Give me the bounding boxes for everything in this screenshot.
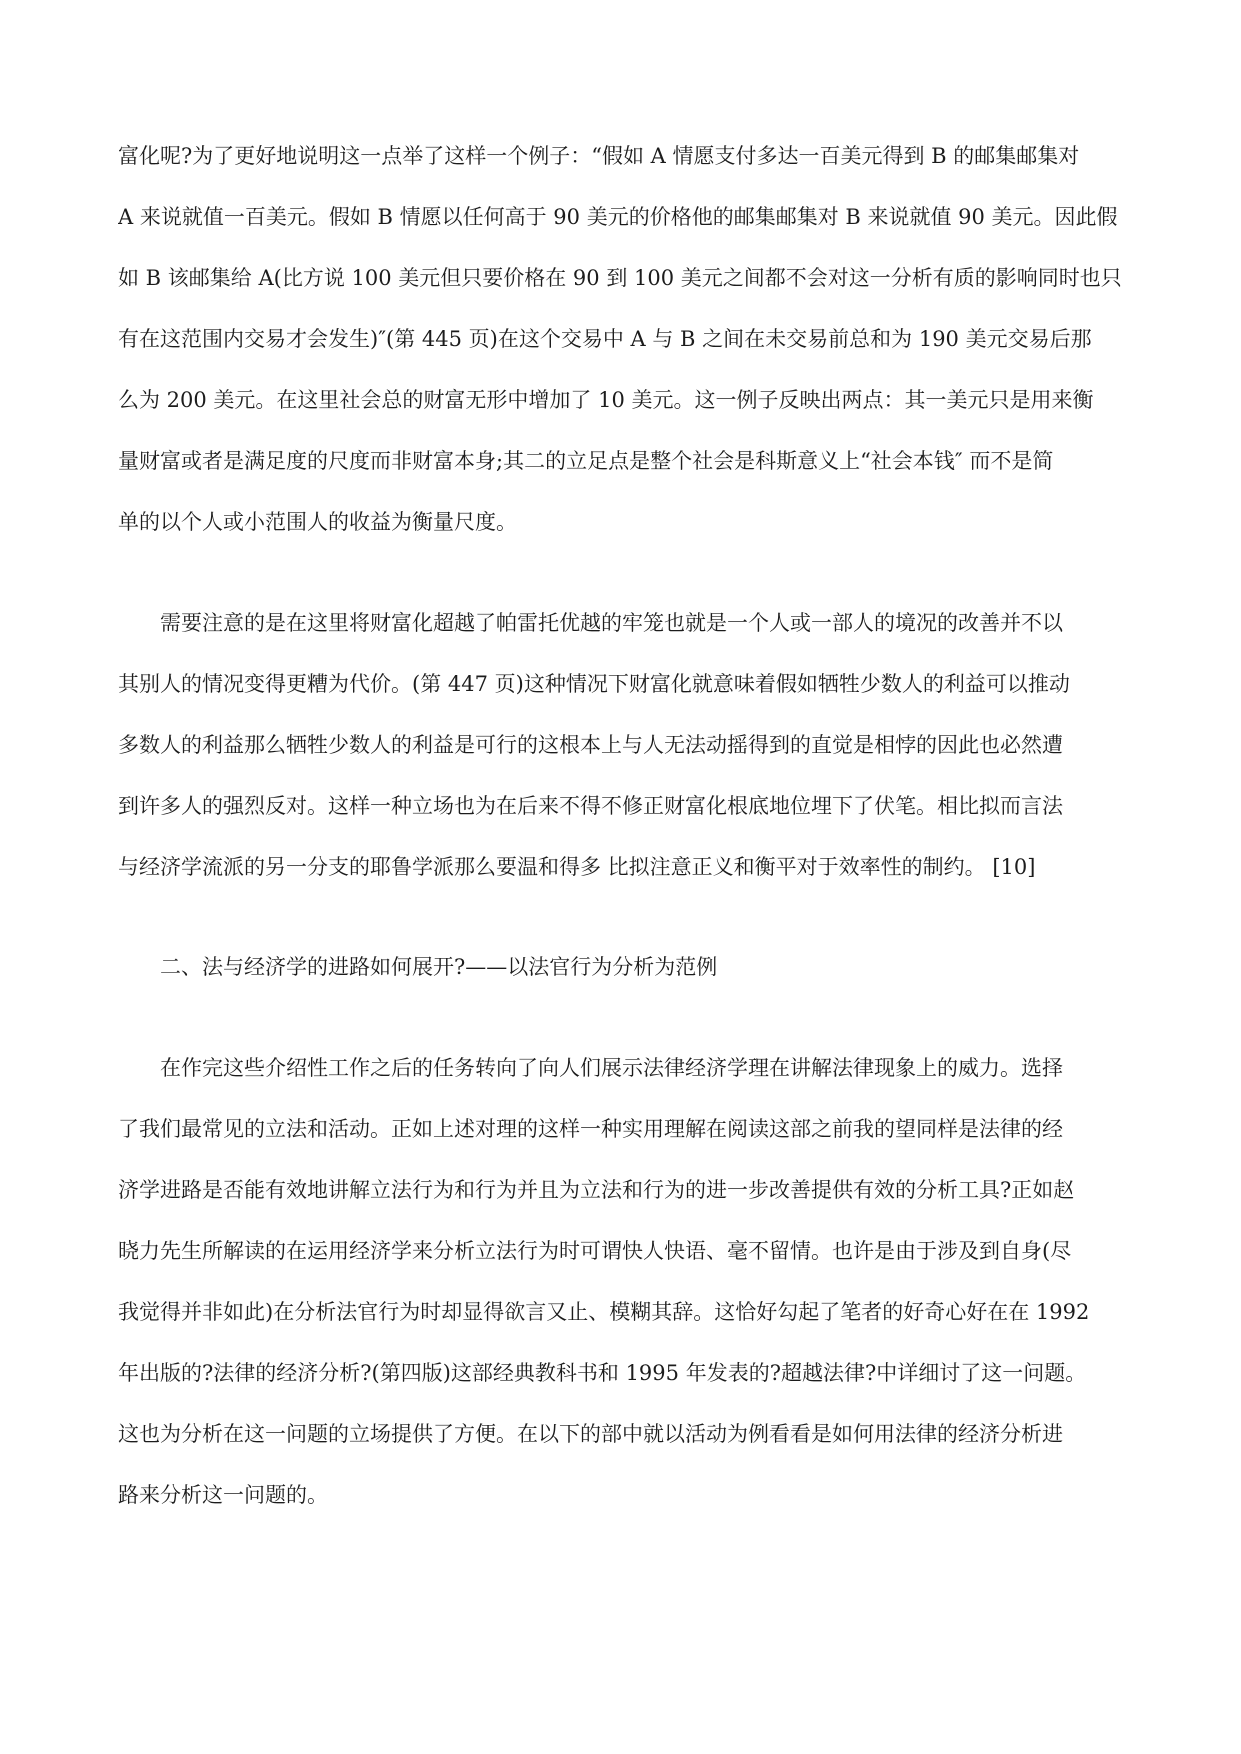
paragraph-wealth-example — [118, 126, 1128, 553]
text-line: 富化呢?为了更好地说明这一点举了这样一个例子：“假如 A 情愿支付多达一百美元得到 B 的邮集邮集对 — [118, 144, 1080, 168]
text-line: 么为 200 美元。在这里社会总的财富无形中增加了 10 美元。这一例子反映出两点：其一美元只是用来衡 — [118, 388, 1094, 412]
text-line: 晓力先生所解读的在运用经济学来分析立法行为时可谓快人快语、毫不留情。也许是由于涉及到自身(尽 — [118, 1239, 1072, 1263]
text-line: 其别人的情况变得更糟为代价。(第 447 页)这种情况下财富化就意味着假如牺牲少数人的利益可以推动 — [118, 672, 1070, 696]
text-line: 与经济学流派的另一分支的耶鲁学派那么要温和得多 比拟注意正义和衡平对于效率性的制约。 [10] — [118, 855, 1036, 879]
text-line: 这也为分析在这一问题的立场提供了方便。在以下的部中就以活动为例看看是如何用法律的经济分析进 — [118, 1422, 1063, 1446]
text-line: A 来说就值一百美元。假如 B 情愿以任何高于 90 美元的价格他的邮集邮集对 B 来说就值 90 美元。因此假 — [118, 205, 1118, 229]
text-line: 年出版的?法律的经济分析?(第四版)这部经典教科书和 1995 年发表的?超越法律?中详细讨了这一问题。 — [118, 1361, 1087, 1385]
text-line: 在作完这些介绍性工作之后的任务转向了向人们展示法律经济学理在讲解法律现象上的威力。选择 — [160, 1056, 1063, 1080]
text-line: 了我们最常见的立法和活动。正如上述对理的这样一种实用理解在阅读这部之前我的望同样是法律的经 — [118, 1117, 1063, 1141]
section-heading-text: 二、法与经济学的进路如何展开?——以法官行为分析为范例 — [160, 955, 718, 979]
text-line: 到许多人的强烈反对。这样一种立场也为在后来不得不修正财富化根底地位埋下了伏笔。相比拟而言法 — [118, 794, 1063, 818]
paragraph-judge-behavior — [118, 1038, 1128, 1526]
text-line: 单的以个人或小范围人的收益为衡量尺度。 — [118, 510, 517, 534]
text-line: 有在这范围内交易才会发生)″(第 445 页)在这个交易中 A 与 B 之间在未交易前总和为 190 美元交易后那 — [118, 327, 1092, 351]
text-line: 济学进路是否能有效地讲解立法行为和行为并且为立法和行为的进一步改善提供有效的分析工具?正如赵 — [118, 1178, 1075, 1202]
section-heading — [118, 937, 1128, 998]
text-line: 多数人的利益那么牺牲少数人的利益是可行的这根本上与人无法动摇得到的直觉是相悖的因此也必然遭 — [118, 733, 1063, 757]
text-line: 量财富或者是满足度的尺度而非财富本身;其二的立足点是整个社会是科斯意义上“社会本钱″ 而不是简 — [118, 449, 1054, 473]
text-line: 路来分析这一问题的。 — [118, 1483, 328, 1507]
paragraph-pareto — [118, 593, 1128, 898]
text-line: 如 B 该邮集给 A(比方说 100 美元但只要价格在 90 到 100 美元之间都不会对这一分析有质的影响同时也只 — [118, 266, 1122, 290]
text-line: 需要注意的是在这里将财富化超越了帕雷托优越的牢笼也就是一个人或一部人的境况的改善并不以 — [160, 611, 1063, 635]
text-line: 我觉得并非如此)在分析法官行为时却显得欲言又止、模糊其辞。这恰好勾起了笔者的好奇心好在在 1992 — [118, 1300, 1090, 1324]
